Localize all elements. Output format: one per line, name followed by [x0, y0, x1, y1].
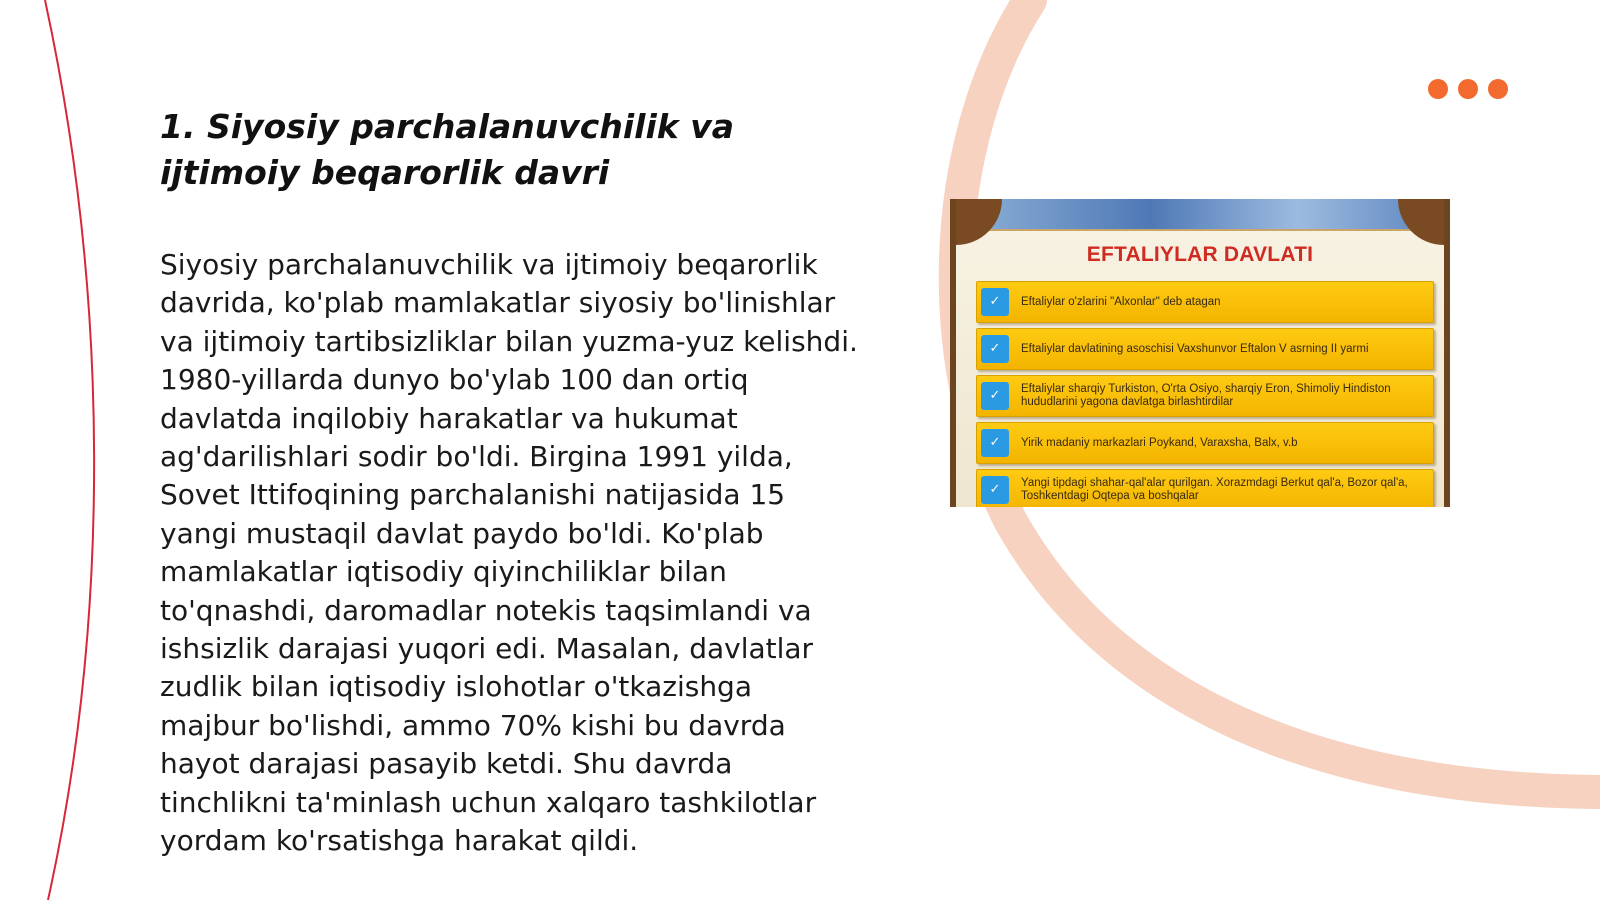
slide-item-text: Eftaliylar o'zlarini "Alxonlar" deb atagan [1021, 295, 1221, 308]
left-red-curve [45, 0, 94, 900]
page-title [160, 104, 860, 196]
body-paragraph: Siyosiy parchalanuvchilik va ijtimoiy beqarorlik davrida, ko'plab mamlakatlar siyosiy bo'linishlar va ijtimoiy tartibsizliklar bilan yuzma-yuz kelishdi. 1980-yillarda dunyo bo'ylab 100 dan ortiq davlatda inqilobiy harakatlar va hukumat ag'darilishlari sodir bo'ldi. Birgina 1991 yilda, Sovet Ittifoqining parchalanishi natijasida 15 yangi mustaqil davlat paydo bo'ldi. Ko'plab mamlakatlar iqtisodiy qiyinchiliklar bilan to'qnashdi, daromadlar notekis taqsimlandi va ishsizlik darajasi yuqori edi. Masalan, davlatlar zudlik bilan iqtisodiy islohotlar o'tkazishga majbur bo'lishdi, ammo 70% kishi bu davrda hayot darajasi pasayib ketdi. Shu davrda tinchlikni ta'minlash uchun xalqaro tashkilotlar yordam ko'rsatishga harakat qildi. [160, 248, 858, 858]
slide-item-text: Yangi tipdagi shahar-qal'alar qurilgan. Xorazmdagi Berkut qal'a, Bozor qal'a, Toshkentdagi Oqtepa va boshqalar [1021, 477, 1408, 502]
slide-item-text: Eftaliylar sharqiy Turkiston, O'rta Osiyo, sharqiy Eron, Shimoliy Hindiston hududlarini yagona davlatga birlashtirdilar [1021, 383, 1391, 408]
dot [1458, 79, 1478, 99]
slide-list-item [976, 328, 1434, 370]
checkmark-icon: ✓ [981, 335, 1009, 363]
slide-list-item [976, 281, 1434, 323]
slide-list [976, 281, 1434, 507]
checkmark-icon: ✓ [981, 288, 1009, 316]
dot [1488, 79, 1508, 99]
slide-banner [956, 199, 1444, 231]
slide-item-text: Eftaliylar davlatining asoschisi Vaxshunvor Eftalon V asrning II yarmi [1021, 342, 1369, 355]
title-line-1: 1. Siyosiy parchalanuvchilik va [160, 107, 734, 146]
title-line-2: ijtimoiy beqarorlik davri [160, 153, 610, 192]
slide-title: EFTALIYLAR DAVLATI [1086, 243, 1314, 266]
slide-item-text: Yirik madaniy markazlari Poykand, Varaxsha, Balx, v.b [1021, 436, 1298, 449]
slide-list-item [976, 422, 1434, 464]
slide-corner-ornament [1398, 199, 1444, 245]
three-dots-icon[interactable] [1428, 79, 1508, 99]
checkmark-icon: ✓ [981, 429, 1009, 457]
slide-corner-ornament [956, 199, 1002, 245]
slide-list-item [976, 469, 1434, 507]
checkmark-icon: ✓ [981, 476, 1009, 504]
dot [1428, 79, 1448, 99]
checkmark-icon: ✓ [981, 382, 1009, 410]
slide-list-item [976, 375, 1434, 417]
slide-image [950, 199, 1450, 507]
